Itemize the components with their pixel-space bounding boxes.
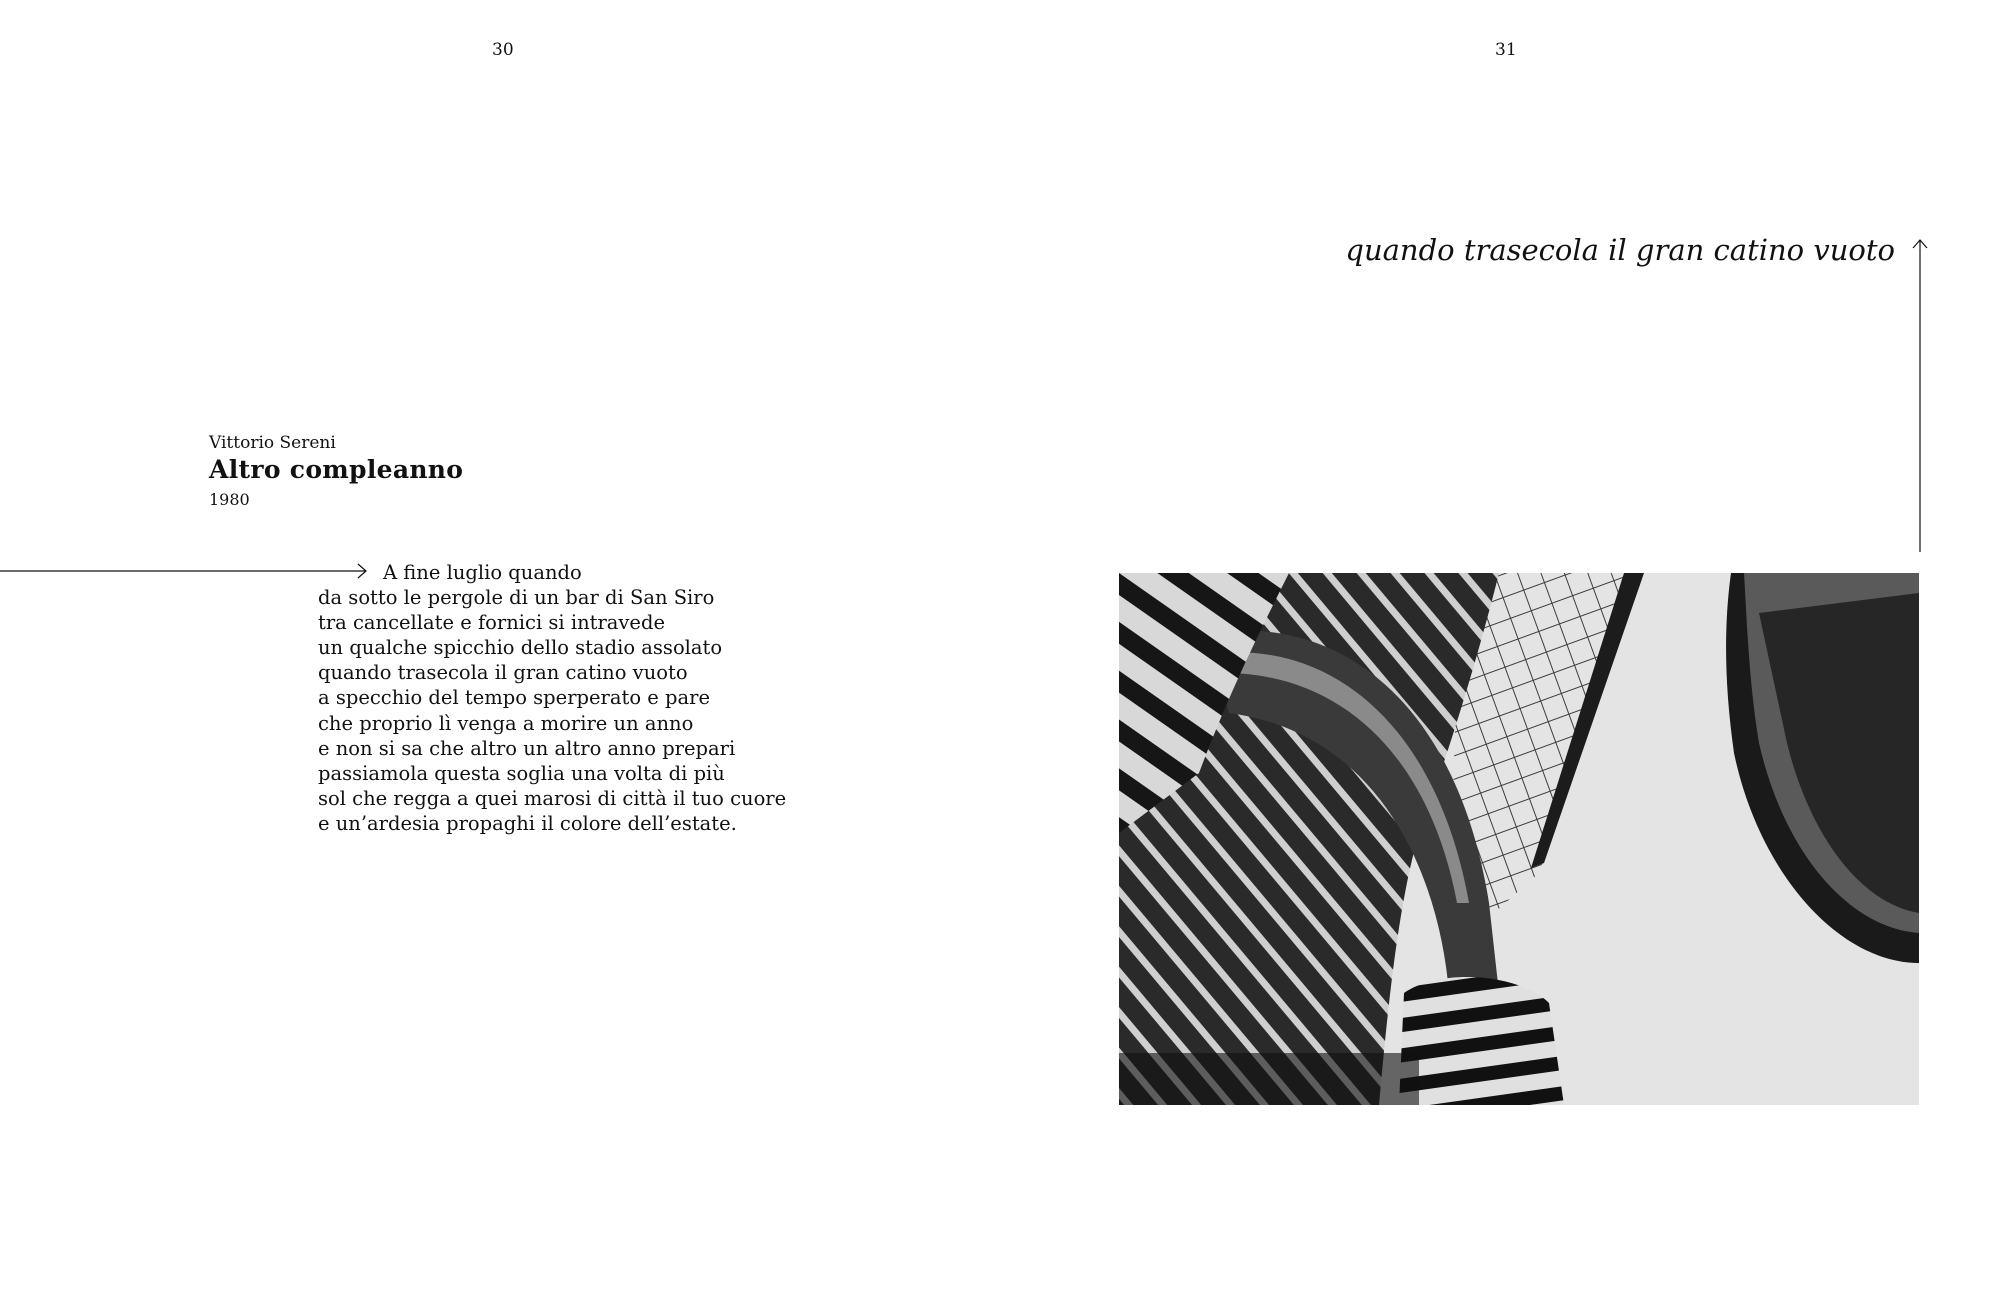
pull-quote: quando trasecola il gran catino vuoto: [1345, 233, 1895, 267]
poem-line: un qualche spicchio dello stadio assolato: [318, 636, 723, 660]
page-number-left: 30: [492, 40, 514, 60]
arrow-right-icon: [0, 561, 370, 581]
poem-line: e non si sa che altro un altro anno prepari: [318, 736, 736, 760]
poem-line: da sotto le pergole di un bar di San Siro: [318, 586, 715, 610]
poem-line: e un’ardesia propaghi il colore dell’estate.: [318, 811, 737, 835]
poem-line: sol che regga a quei marosi di città il tuo cuore: [318, 786, 787, 810]
poem-line: A fine luglio quando: [383, 561, 582, 584]
poem-year: 1980: [209, 490, 250, 509]
stadium-photo-icon: [1119, 573, 1919, 1105]
poem-author: Vittorio Sereni: [209, 433, 336, 453]
poem-title: Altro compleanno: [209, 455, 464, 484]
poem-line: a specchio del tempo sperperato e pare: [318, 686, 710, 710]
arrow-up-icon: [1910, 236, 1930, 552]
poem-line: che proprio lì venga a morire un anno: [318, 711, 694, 735]
poem-line: quando trasecola il gran catino vuoto: [318, 661, 688, 685]
page-number-right: 31: [1495, 40, 1517, 60]
poem-line: tra cancellate e fornici si intravede: [318, 611, 665, 635]
poem-line: passiamola questa soglia una volta di più: [318, 761, 725, 785]
poem-body: [318, 560, 786, 836]
stadium-photo: [1119, 573, 1919, 1105]
